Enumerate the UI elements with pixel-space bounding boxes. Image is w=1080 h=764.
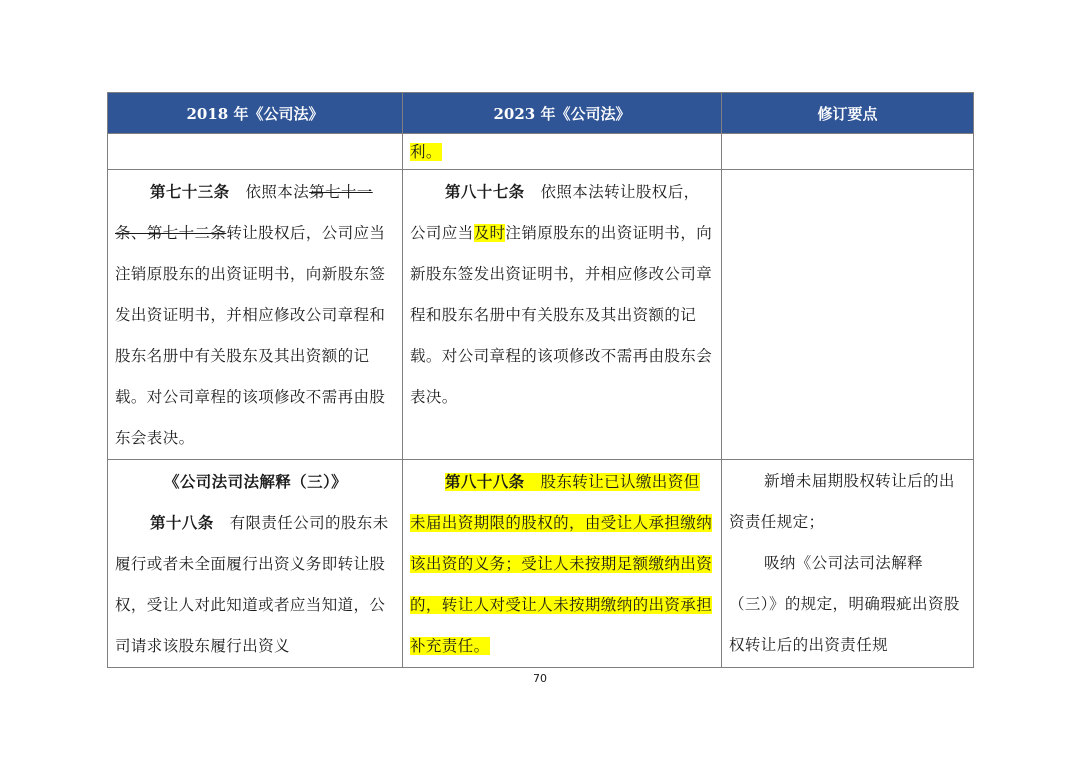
highlighted-text: 及时	[473, 224, 506, 242]
article-number: 第八十七条	[445, 182, 525, 201]
revision-note: 吸纳《公司法司法解释（三）》的规定，明确瑕疵出资股权转让后的出资责任规	[729, 554, 960, 654]
article-text: 依照本法	[245, 183, 310, 201]
header-2023-law: 2023 年《公司法》	[403, 93, 722, 134]
highlighted-text	[410, 473, 712, 655]
cell-2018	[108, 134, 403, 170]
cell-notes	[722, 134, 974, 170]
cell-2023-article-87	[403, 170, 722, 460]
law-comparison-table	[107, 92, 974, 668]
table-row	[108, 460, 974, 668]
header-revision-points: 修订要点	[722, 93, 974, 134]
revision-note: 新增未届期股权转让后的出资责任规定；	[729, 472, 955, 531]
article-text: 转让股权后，公司应当注销原股东的出资证明书，向新股东签发出资证明书，并相应修改公司章程和股东名册中有关股东及其出资额的记载。对公司章程的该项修改不需再由股东会表决。	[115, 224, 386, 447]
cell-2018-article-73	[108, 170, 403, 460]
table-row	[108, 134, 974, 170]
cell-revision-notes	[722, 460, 974, 668]
cell-2023	[403, 134, 722, 170]
page-number: 70	[533, 672, 547, 685]
article-number: 第八十八条	[445, 472, 525, 491]
cell-2018-interpretation	[108, 460, 403, 668]
interpretation-title: 《公司法司法解释（三）》	[163, 472, 348, 491]
highlighted-text: 利。	[410, 143, 442, 161]
article-text: 股东转让已认缴出资但未届出资期限的股权的，由受让人承担缴纳该出资的义务；受让人未按期足额缴纳出资的，转让人对受让人未按期缴纳的出资承担补充责任。	[410, 473, 713, 655]
deleted-text: 第七十一条、第七十二条	[115, 183, 373, 242]
header-2018-law: 2018 年《公司法》	[108, 93, 403, 134]
table-header-row	[108, 93, 974, 134]
cell-notes	[722, 170, 974, 460]
article-number: 第十八条	[150, 513, 214, 532]
article-text: 注销原股东的出资证明书，向新股东签发出资证明书，并相应修改公司章程和股东名册中有关股东及其出资额的记载。对公司章程的该项修改不需再由股东会表决。	[410, 224, 713, 406]
table-row	[108, 170, 974, 460]
cell-2023-article-88	[403, 460, 722, 668]
article-text: 有限责任公司的股东未履行或者未全面履行出资义务即转让股权，受让人对此知道或者应当知道，公司请求该股东履行出资义	[115, 514, 389, 655]
article-number: 第七十三条	[150, 182, 230, 201]
article-text: 依照本法转让股权后，公司应当	[410, 183, 700, 242]
